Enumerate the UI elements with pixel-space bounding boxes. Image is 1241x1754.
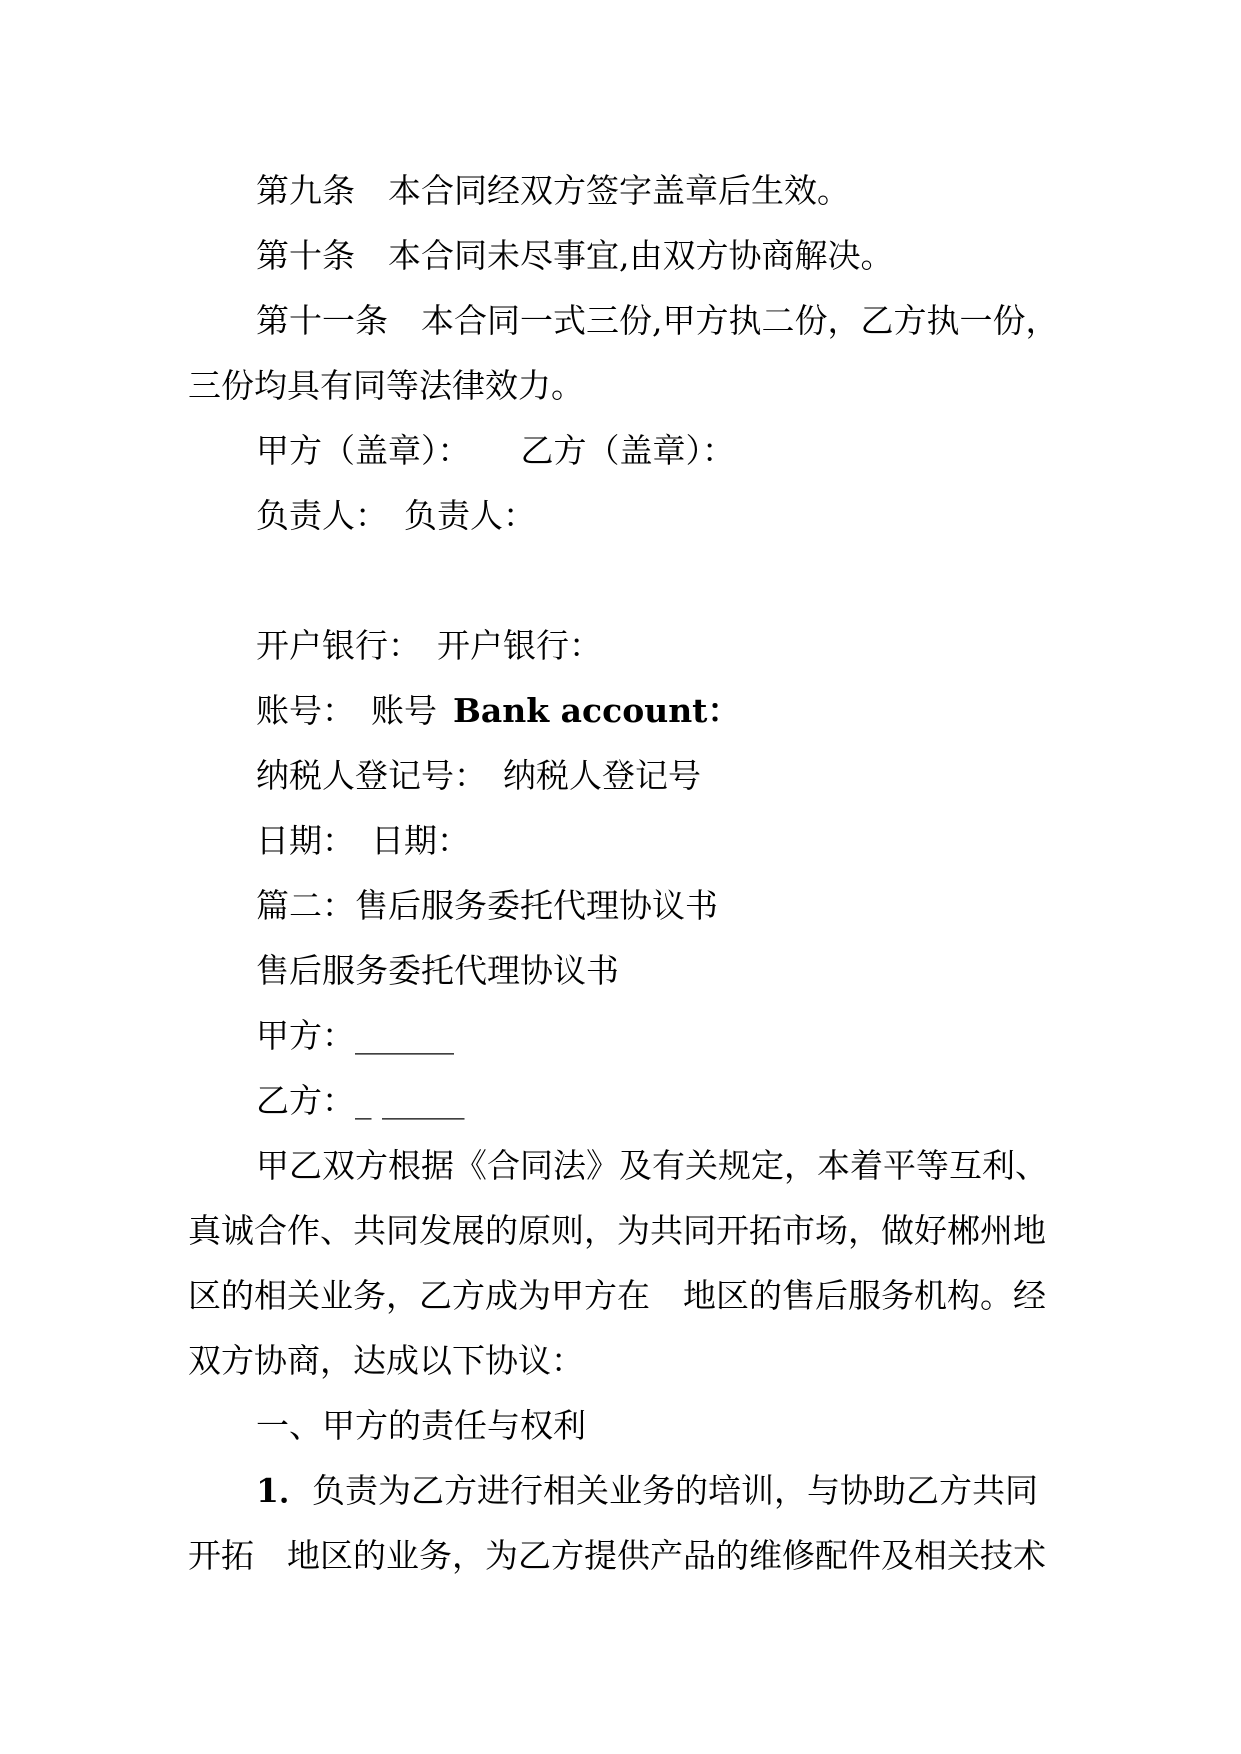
party-a-date: 日期： — [256, 821, 355, 860]
party-b-tax-id: 纳税人登记号 — [503, 756, 701, 795]
responsible-line — [188, 483, 1058, 548]
party-b-date: 日期： — [371, 821, 470, 860]
article-10-number: 第十条 — [256, 236, 355, 275]
blank-line — [188, 548, 1058, 613]
item-1-text: 负责为乙方进行相关业务的培训，与协助乙方共同 — [311, 1471, 1038, 1510]
party-a-tax-id: 纳税人登记号： — [256, 756, 487, 795]
account-line — [188, 678, 1058, 743]
party-a-seal: 甲方（盖章）： — [256, 431, 471, 470]
intro-line-4: 双方协商，达成以下协议： — [188, 1341, 584, 1380]
intro-line-3: 区的相关业务，乙方成为甲方在 地区的售后服务机构。经 — [188, 1276, 1046, 1315]
party-b-seal: 乙方（盖章）： — [520, 431, 735, 470]
article-11-text: 本合同一式三份,甲方执二份，乙方执一份， — [421, 301, 1059, 340]
party-a-responsible: 负责人： — [256, 496, 388, 535]
party-a-account: 账号： — [256, 691, 355, 730]
section-2-heading: 篇二：售后服务委托代理协议书 — [256, 886, 718, 925]
intro-line-1: 甲乙双方根据《合同法》及有关规定，本着平等互利、 — [256, 1146, 1048, 1185]
article-9-text: 本合同经双方签字盖章后生效。 — [388, 171, 850, 210]
article-10 — [188, 223, 1058, 288]
party-b-account: 账号 — [371, 691, 437, 730]
article-11-number: 第十一条 — [256, 301, 388, 340]
bank-line — [188, 613, 1058, 678]
article-11 — [188, 288, 1058, 353]
article-9 — [188, 158, 1058, 223]
article-11-continued: 三份均具有同等法律效力。 — [188, 366, 584, 405]
agreement-title: 售后服务委托代理协议书 — [256, 951, 619, 990]
date-line — [188, 808, 1058, 873]
item-1-continued: 开拓 地区的业务，为乙方提供产品的维修配件及相关技术 — [188, 1536, 1046, 1575]
party-b-responsible: 负责人： — [404, 496, 536, 535]
document-body — [188, 158, 1058, 1588]
party-b-line: 乙方：_ _____ — [256, 1081, 465, 1120]
intro-line-2: 真诚合作、共同发展的原则，为共同开拓市场，做好郴州地 — [188, 1211, 1046, 1250]
seal-line — [188, 418, 1058, 483]
party-a-line: 甲方：______ — [256, 1016, 454, 1055]
item-1-number: 1． — [256, 1471, 312, 1510]
party-b-bank: 开户银行： — [437, 626, 602, 665]
article-10-text: 本合同未尽事宜,由双方协商解决。 — [388, 236, 894, 275]
article-9-number: 第九条 — [256, 171, 355, 210]
tax-line — [188, 743, 1058, 808]
bank-account-label: Bank account： — [453, 691, 741, 730]
heading-party-a-duties: 一、甲方的责任与权利 — [256, 1406, 586, 1445]
item-1 — [188, 1458, 1058, 1523]
party-a-bank: 开户银行： — [256, 626, 421, 665]
